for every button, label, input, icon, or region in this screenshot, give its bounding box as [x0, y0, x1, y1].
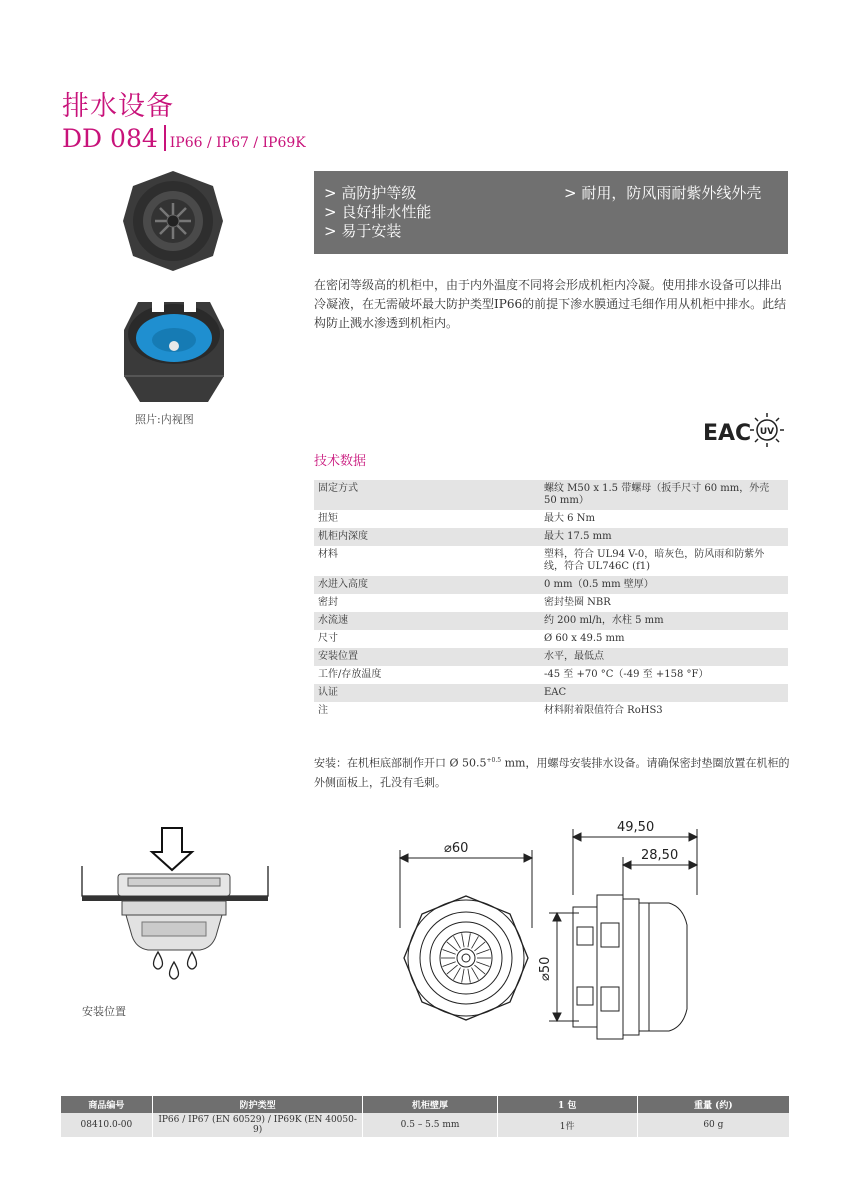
- certification-logos: [703, 410, 787, 450]
- product-photo-inside: [118, 290, 230, 408]
- spec-row: [314, 510, 788, 528]
- filter-spoke: [474, 942, 485, 951]
- filter-spoke: [468, 969, 470, 983]
- spec-row: [314, 684, 788, 702]
- svg-text:UV: UV: [759, 427, 775, 437]
- filter-spoke: [443, 949, 456, 954]
- uv-resistant-icon: [750, 413, 784, 447]
- spec-row: [314, 612, 788, 630]
- filter-spoke: [462, 969, 464, 983]
- down-arrow-icon: [152, 828, 192, 870]
- spec-table: [314, 480, 788, 720]
- feature-box: [314, 171, 788, 254]
- spec-row: [314, 630, 788, 648]
- filter-spoke: [468, 933, 470, 947]
- filter-spoke: [454, 936, 461, 948]
- title-divider: [164, 125, 166, 151]
- install-caption: 安装位置: [82, 1005, 126, 1018]
- spec-row: [314, 480, 788, 510]
- spec-value: 水平，最低点: [540, 648, 788, 666]
- order-cell: 60 g: [637, 1113, 789, 1137]
- side-view-drawing: [538, 815, 705, 1045]
- filter-spoke: [476, 949, 489, 954]
- product-description: 在密闭等级高的机柜中，由于内外温度不同将会形成机柜内冷凝。使用排水设备可以排出冷凝液，在无需破坏最大防护类型IP66的前提下渗水膜通过毛细作用从机柜中排水。此结构防止溅水渗透到机柜内。: [314, 278, 787, 330]
- feature-list-right: [564, 184, 761, 203]
- filter-spoke: [462, 933, 464, 947]
- spec-key: 水流速: [314, 612, 540, 630]
- spec-key: 安装位置: [314, 648, 540, 666]
- spec-value: 0 mm（0.5 mm 壁厚）: [540, 576, 788, 594]
- tech-data-title: 技术数据: [314, 454, 367, 469]
- spec-value: 最大 6 Nm: [544, 513, 595, 524]
- filter-spoke: [454, 968, 461, 980]
- order-cell: IP66 / IP67 (EN 60529) / IP69K (EN 40050-9): [152, 1113, 363, 1137]
- filter-spoke: [447, 942, 458, 951]
- order-header-cell: 1 包: [497, 1096, 637, 1113]
- model-line: [62, 124, 306, 153]
- order-cell: 08410.0-00: [61, 1113, 152, 1137]
- spec-key: 固定方式: [314, 480, 540, 510]
- order-header-cell: 防护类型: [152, 1096, 363, 1113]
- install-instructions: 安装：在机柜底部制作开口 Ø $50.5^{+0.5}$ mm，用螺母安装排水设备。请确保密封垫圈放置在机柜的外侧面板上，孔没有毛刺。: [314, 756, 790, 789]
- spec-row: [314, 576, 788, 594]
- spec-key: 密封: [318, 597, 338, 608]
- spec-key: 水进入高度: [314, 576, 540, 594]
- filter-spoke: [472, 968, 479, 980]
- diameter-60-label: ⌀60: [444, 841, 469, 856]
- spec-key: 机柜内深度: [314, 528, 540, 546]
- filter-spoke: [447, 965, 458, 974]
- installation-illustration: [80, 826, 270, 991]
- length-28-50-label: 28,50: [641, 848, 679, 863]
- spec-value: 螺纹 M50 x 1.5 带螺母（扳手尺寸 60 mm，外壳 50 mm）: [540, 480, 788, 510]
- order-table: [61, 1096, 789, 1137]
- spec-row: [314, 666, 788, 684]
- order-cell: 0.5 – 5.5 mm: [363, 1113, 497, 1137]
- order-cell: 1件: [497, 1113, 637, 1137]
- spec-value: 塑料，符合 UL94 V-0，暗灰色，防风雨和防紫外线，符合 UL746C (f1): [544, 549, 765, 572]
- spec-value: 材料附着限值符合 RoHS3: [544, 705, 663, 716]
- front-view-drawing: [392, 838, 540, 1048]
- spec-row: [314, 546, 788, 576]
- spec-value: 最大 17.5 mm: [540, 528, 788, 546]
- spec-key: 尺寸: [318, 633, 338, 644]
- spec-row: [314, 702, 788, 720]
- spec-value: 约 200 ml/h，水柱 5 mm: [540, 612, 788, 630]
- order-header-cell: 机柜壁厚: [363, 1096, 497, 1113]
- length-49-50-label: 49,50: [617, 820, 655, 835]
- diameter-50-label: ⌀50: [538, 956, 553, 981]
- feature-list-left: [324, 184, 431, 241]
- spec-value: EAC: [540, 684, 788, 702]
- spec-key: 工作/存放温度: [318, 669, 382, 680]
- spec-key: 注: [318, 705, 328, 716]
- feature-item: > 良好排水性能: [324, 203, 432, 221]
- spec-value: Ø 60 x 49.5 mm: [544, 633, 625, 644]
- protection-classes: IP66 / IP67 / IP69K: [169, 135, 306, 151]
- feature-item: > 耐用，防风雨耐紫外线外壳: [564, 184, 762, 202]
- order-header-cell: 商品编号: [61, 1096, 152, 1113]
- product-photo-top: [120, 168, 226, 274]
- eac-logo: EAC: [703, 421, 752, 446]
- spec-key: 扭矩: [318, 513, 338, 524]
- spec-row: [314, 594, 788, 612]
- spec-row: [314, 528, 788, 546]
- spec-value: -45 至 +70 °C（-49 至 +158 °F）: [544, 669, 709, 680]
- filter-spoke: [474, 965, 485, 974]
- model-number: DD 084: [62, 124, 158, 153]
- order-header-cell: 重量 (约): [637, 1096, 789, 1113]
- product-title: 排水设备: [62, 91, 174, 122]
- spec-key: 认证: [314, 684, 540, 702]
- filter-spoke: [443, 962, 456, 967]
- photo-caption: 照片:内视图: [135, 413, 194, 426]
- filter-spoke: [476, 962, 489, 967]
- spec-key: 材料: [318, 549, 338, 560]
- filter-spoke: [472, 936, 479, 948]
- spec-value: 密封垫圈 NBR: [544, 597, 611, 608]
- spec-row: [314, 648, 788, 666]
- feature-item: > 高防护等级: [324, 184, 417, 202]
- feature-item: > 易于安装: [324, 222, 402, 240]
